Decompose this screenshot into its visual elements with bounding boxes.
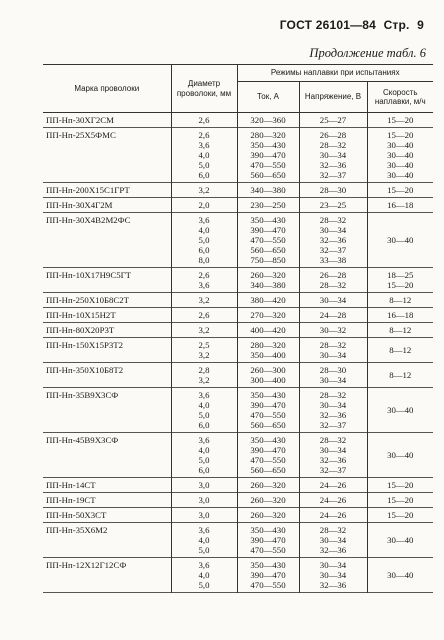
value-speed: 30—40: [387, 170, 414, 180]
cell-diam: [171, 478, 237, 493]
value-volt: 26—28: [319, 130, 347, 140]
value-diam: 3,6: [198, 560, 210, 570]
value-cur: 390—470: [250, 535, 286, 545]
value-cur: 350—430: [250, 560, 286, 570]
value-diam: 4,0: [198, 400, 210, 410]
value-volt: 30—34: [319, 560, 347, 570]
cell-brand: ПП-Нп-250Х10Б8С2Т: [43, 293, 171, 308]
value-cur: 350—430: [250, 215, 286, 225]
value-volt: 28—32: [319, 435, 347, 445]
value-cur: 350—430: [250, 435, 286, 445]
value-diam: 2,6: [198, 270, 210, 280]
value-diam: 3,0: [198, 480, 210, 490]
value-cur: 560—650: [250, 420, 286, 430]
cell-brand: ПП-Нп-35Х6М2: [43, 523, 171, 558]
value-volt: 32—37: [319, 420, 347, 430]
cell-brand: ПП-Нп-10Х15Н2Т: [43, 308, 171, 323]
column-header-voltage: Напряжение, В: [299, 82, 367, 113]
cell-volt: [299, 323, 367, 338]
value-diam: 3,6: [198, 525, 210, 535]
cell-brand: ПП-Нп-50Х3СТ: [43, 508, 171, 523]
value-cur: 260—320: [250, 495, 286, 505]
cell-diam: [171, 113, 237, 128]
value-volt: 30—34: [319, 535, 347, 545]
value-cur: 560—650: [250, 465, 286, 475]
value-diam: 2,8: [198, 365, 210, 375]
cell-volt: [299, 433, 367, 478]
value-volt: 32—36: [319, 545, 347, 555]
value-diam: 8,0: [198, 255, 210, 265]
value-speed: 30—40: [387, 405, 414, 415]
cell-volt: [299, 363, 367, 388]
value-cur: 340—380: [250, 185, 286, 195]
value-volt: 32—37: [319, 170, 347, 180]
cell-cur: [237, 308, 299, 323]
page-word: Стр.: [383, 18, 410, 32]
value-volt: 28—32: [319, 140, 347, 150]
cell-diam: [171, 388, 237, 433]
cell-cur: [237, 293, 299, 308]
value-cur: 350—430: [250, 390, 286, 400]
table-caption: Продолжение табл. 6: [309, 46, 426, 60]
cell-cur: [237, 478, 299, 493]
cell-volt: [299, 338, 367, 363]
cell-volt: [299, 113, 367, 128]
cell-volt: [299, 308, 367, 323]
value-cur: 390—470: [250, 445, 286, 455]
cell-volt: [299, 213, 367, 268]
cell-cur: [237, 198, 299, 213]
cell-cur: [237, 508, 299, 523]
value-diam: 3,6: [198, 215, 210, 225]
value-diam: 3,2: [198, 185, 210, 195]
value-speed: 30—40: [387, 140, 414, 150]
table-row: [43, 183, 433, 198]
value-cur: 470—550: [250, 580, 286, 590]
table-row: [43, 478, 433, 493]
value-volt: 32—36: [319, 235, 347, 245]
value-cur: 380—420: [250, 295, 286, 305]
value-volt: 24—26: [319, 480, 347, 490]
value-cur: 230—250: [250, 200, 286, 210]
table-row: [43, 308, 433, 323]
value-cur: 350—430: [250, 140, 286, 150]
table-row: [43, 268, 433, 293]
value-speed: 30—40: [387, 150, 414, 160]
value-diam: 5,0: [198, 235, 210, 245]
cell-diam: [171, 323, 237, 338]
value-cur: 350—430: [250, 525, 286, 535]
value-cur: 260—300: [250, 365, 286, 375]
value-speed: 30—40: [387, 160, 414, 170]
value-volt: 30—34: [319, 375, 347, 385]
value-diam: 6,0: [198, 465, 210, 475]
cell-brand: ПП-Нп-350Х10Б8Т2: [43, 363, 171, 388]
value-cur: 560—650: [250, 245, 286, 255]
value-diam: 3,0: [198, 495, 210, 505]
value-volt: 30—34: [319, 445, 347, 455]
value-volt: 30—34: [319, 570, 347, 580]
cell-cur: [237, 213, 299, 268]
cell-speed: [367, 363, 433, 388]
value-cur: 560—650: [250, 170, 286, 180]
table-row: [43, 493, 433, 508]
cell-volt: [299, 388, 367, 433]
cell-volt: [299, 128, 367, 183]
column-header-current: Ток, А: [237, 82, 299, 113]
value-volt: 28—30: [319, 365, 347, 375]
value-cur: 750—850: [250, 255, 286, 265]
value-diam: 3,2: [198, 295, 210, 305]
value-cur: 260—320: [250, 480, 286, 490]
cell-volt: [299, 508, 367, 523]
value-cur: 270—320: [250, 310, 286, 320]
value-volt: 33—38: [319, 255, 347, 265]
cell-brand: ПП-Нп-19СТ: [43, 493, 171, 508]
table-row: [43, 558, 433, 593]
cell-cur: [237, 128, 299, 183]
value-volt: 32—37: [319, 465, 347, 475]
value-volt: 25—27: [319, 115, 347, 125]
value-diam: 4,0: [198, 445, 210, 455]
value-speed: 15—20: [387, 115, 414, 125]
cell-diam: [171, 523, 237, 558]
value-diam: 6,0: [198, 170, 210, 180]
value-volt: 23—25: [319, 200, 347, 210]
value-speed: 30—40: [387, 570, 414, 580]
value-cur: 470—550: [250, 410, 286, 420]
cell-brand: ПП-Нп-14СТ: [43, 478, 171, 493]
cell-diam: [171, 508, 237, 523]
cell-cur: [237, 323, 299, 338]
value-volt: 24—26: [319, 495, 347, 505]
cell-brand: ПП-Нп-45В9Х3СФ: [43, 433, 171, 478]
value-diam: 2,6: [198, 115, 210, 125]
page-header: [276, 18, 424, 32]
column-header-modes: Режимы наплавки при испытаниях: [237, 65, 433, 82]
value-speed: 15—20: [387, 280, 414, 290]
value-diam: 4,0: [198, 535, 210, 545]
cell-diam: [171, 198, 237, 213]
column-header-speed: Скорость наплавки, м/ч: [367, 82, 433, 113]
cell-speed: [367, 183, 433, 198]
cell-brand: ПП-Нп-10Х17Н9С5ГТ: [43, 268, 171, 293]
table-row: [43, 213, 433, 268]
value-speed: 8—12: [389, 345, 412, 355]
cell-volt: [299, 558, 367, 593]
value-speed: 16—18: [387, 200, 414, 210]
cell-speed: [367, 508, 433, 523]
value-speed: 15—20: [387, 480, 414, 490]
cell-diam: [171, 268, 237, 293]
column-header-diameter: Диаметр проволоки, мм: [171, 65, 237, 113]
page-number: 9: [417, 18, 424, 32]
value-speed: 30—40: [387, 450, 414, 460]
value-volt: 28—32: [319, 390, 347, 400]
value-diam: 3,0: [198, 510, 210, 520]
cell-volt: [299, 183, 367, 198]
cell-speed: [367, 338, 433, 363]
value-diam: 2,0: [198, 200, 210, 210]
value-cur: 400—420: [250, 325, 286, 335]
value-volt: 28—32: [319, 340, 347, 350]
cell-speed: [367, 433, 433, 478]
value-speed: 30—40: [387, 235, 414, 245]
value-cur: 470—550: [250, 455, 286, 465]
value-volt: 28—32: [319, 525, 347, 535]
table-row: [43, 523, 433, 558]
cell-diam: [171, 128, 237, 183]
value-volt: 30—34: [319, 225, 347, 235]
cell-volt: [299, 198, 367, 213]
cell-speed: [367, 128, 433, 183]
value-cur: 390—470: [250, 570, 286, 580]
cell-brand: ПП-Нп-30Х4В2М2ФС: [43, 213, 171, 268]
cell-diam: [171, 308, 237, 323]
table-row: [43, 323, 433, 338]
table-row: [43, 113, 433, 128]
cell-cur: [237, 433, 299, 478]
value-diam: 3,6: [198, 280, 210, 290]
cell-diam: [171, 183, 237, 198]
value-volt: 28—32: [319, 215, 347, 225]
cell-brand: ПП-Нп-35В9Х3СФ: [43, 388, 171, 433]
value-diam: 2,6: [198, 310, 210, 320]
cell-diam: [171, 493, 237, 508]
value-volt: 28—32: [319, 280, 347, 290]
value-cur: 340—380: [250, 280, 286, 290]
cell-cur: [237, 558, 299, 593]
value-speed: 15—20: [387, 495, 414, 505]
value-speed: 15—20: [387, 185, 414, 195]
value-cur: 390—470: [250, 150, 286, 160]
cell-cur: [237, 268, 299, 293]
cell-brand: ПП-Нп-25Х5ФМС: [43, 128, 171, 183]
value-diam: 2,5: [198, 340, 210, 350]
cell-brand: ПП-Нп-80Х20Р3Т: [43, 323, 171, 338]
cell-brand: ПП-Нп-12Х12Г12СФ: [43, 558, 171, 593]
table-row: [43, 433, 433, 478]
cell-speed: [367, 558, 433, 593]
cell-volt: [299, 478, 367, 493]
value-cur: 280—320: [250, 130, 286, 140]
cell-diam: [171, 558, 237, 593]
value-volt: 32—36: [319, 580, 347, 590]
cell-speed: [367, 388, 433, 433]
value-cur: 280—320: [250, 340, 286, 350]
value-cur: 300—400: [250, 375, 286, 385]
value-diam: 6,0: [198, 245, 210, 255]
value-volt: 32—36: [319, 410, 347, 420]
cell-diam: [171, 363, 237, 388]
cell-cur: [237, 388, 299, 433]
value-speed: 16—18: [387, 310, 414, 320]
value-volt: 30—34: [319, 350, 347, 360]
cell-cur: [237, 523, 299, 558]
cell-diam: [171, 293, 237, 308]
cell-speed: [367, 308, 433, 323]
column-header-brand: Марка проволоки: [43, 65, 171, 113]
value-speed: 15—20: [387, 130, 414, 140]
value-cur: 260—320: [250, 510, 286, 520]
value-cur: 470—550: [250, 160, 286, 170]
value-speed: 15—20: [387, 510, 414, 520]
value-volt: 24—28: [319, 310, 347, 320]
cell-diam: [171, 338, 237, 363]
cell-speed: [367, 493, 433, 508]
value-diam: 3,6: [198, 140, 210, 150]
value-volt: 30—32: [319, 325, 347, 335]
table-row: [43, 388, 433, 433]
value-volt: 32—36: [319, 160, 347, 170]
table-body: [43, 113, 433, 593]
value-volt: 30—34: [319, 400, 347, 410]
cell-speed: [367, 293, 433, 308]
cell-volt: [299, 493, 367, 508]
cell-brand: ПП-Нп-30ХГ2СМ: [43, 113, 171, 128]
cell-speed: [367, 213, 433, 268]
value-diam: 5,0: [198, 580, 210, 590]
cell-diam: [171, 213, 237, 268]
value-volt: 32—36: [319, 455, 347, 465]
value-diam: 3,2: [198, 325, 210, 335]
welding-modes-table: [43, 64, 433, 593]
value-speed: 30—40: [387, 535, 414, 545]
cell-speed: [367, 323, 433, 338]
value-volt: 30—34: [319, 150, 347, 160]
value-diam: 5,0: [198, 410, 210, 420]
cell-cur: [237, 183, 299, 198]
table-row: [43, 198, 433, 213]
cell-diam: [171, 433, 237, 478]
cell-cur: [237, 363, 299, 388]
value-diam: 5,0: [198, 455, 210, 465]
value-diam: 4,0: [198, 570, 210, 580]
cell-cur: [237, 113, 299, 128]
cell-cur: [237, 493, 299, 508]
value-speed: 18—25: [387, 270, 414, 280]
cell-brand: ПП-Нп-200Х15С1ГРТ: [43, 183, 171, 198]
value-diam: 5,0: [198, 160, 210, 170]
cell-speed: [367, 113, 433, 128]
standard-number: ГОСТ 26101—84: [279, 18, 377, 32]
value-speed: 8—12: [389, 370, 412, 380]
value-volt: 26—28: [319, 270, 347, 280]
cell-volt: [299, 268, 367, 293]
value-cur: 260—320: [250, 270, 286, 280]
value-volt: 24—26: [319, 510, 347, 520]
table-row: [43, 508, 433, 523]
value-diam: 3,2: [198, 375, 210, 385]
value-volt: 30—34: [319, 295, 347, 305]
table-row: [43, 338, 433, 363]
value-volt: 32—37: [319, 245, 347, 255]
value-volt: 28—30: [319, 185, 347, 195]
value-diam: 3,6: [198, 390, 210, 400]
cell-speed: [367, 268, 433, 293]
value-speed: 8—12: [389, 295, 412, 305]
value-diam: 4,0: [198, 225, 210, 235]
cell-speed: [367, 523, 433, 558]
cell-brand: ПП-Нп-150Х15Р3Т2: [43, 338, 171, 363]
value-cur: 320—360: [250, 115, 286, 125]
value-cur: 470—550: [250, 235, 286, 245]
value-diam: 5,0: [198, 545, 210, 555]
cell-volt: [299, 523, 367, 558]
cell-volt: [299, 293, 367, 308]
value-cur: 390—470: [250, 400, 286, 410]
value-cur: 350—400: [250, 350, 286, 360]
table-row: [43, 128, 433, 183]
cell-cur: [237, 338, 299, 363]
cell-speed: [367, 478, 433, 493]
cell-speed: [367, 198, 433, 213]
value-cur: 470—550: [250, 545, 286, 555]
value-diam: 6,0: [198, 420, 210, 430]
value-diam: 2,6: [198, 130, 210, 140]
table-row: [43, 293, 433, 308]
cell-brand: ПП-Нп-30Х4Г2М: [43, 198, 171, 213]
value-speed: 8—12: [389, 325, 412, 335]
value-cur: 390—470: [250, 225, 286, 235]
value-diam: 3,2: [198, 350, 210, 360]
table-row: [43, 363, 433, 388]
value-diam: 3,6: [198, 435, 210, 445]
value-diam: 4,0: [198, 150, 210, 160]
